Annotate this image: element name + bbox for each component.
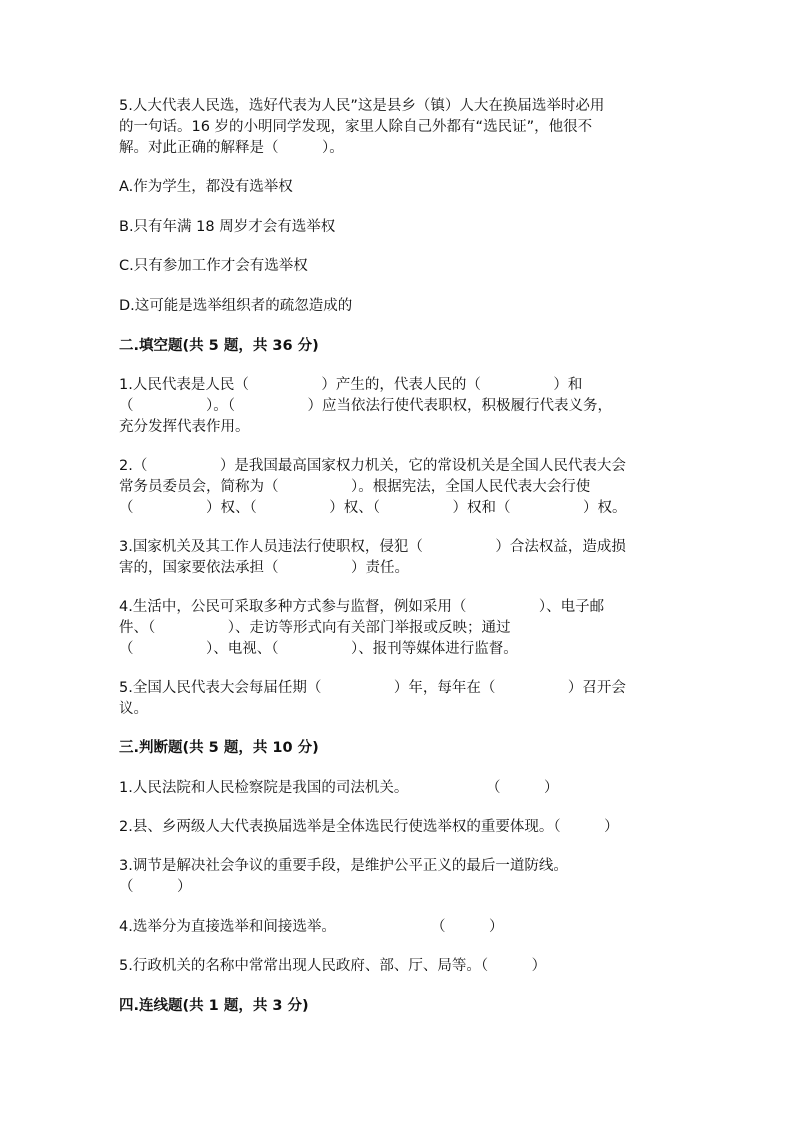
s3-q1: 1.人民法院和人民检察院是我国的司法机关。 [119,780,409,796]
s3-q2: 2.县、乡两级人大代表换届选举是全体选民行使选举权的重要体现。（ ） [119,819,619,835]
s2-q1-line-1: 1.人民代表是人民（ ）产生的，代表人民的（ ）和 [119,377,583,393]
q5-stem-line-2: 的一句话。16 岁的小明同学发现，家里人除自己外都有“选民证”，他很不 [119,119,593,135]
s2-q1-line-2: （ ）。（ ）应当依法行使代表职权，积极履行代表义务， [119,398,612,414]
section-4-title: 四.连线题(共 1 题，共 3 分) [119,998,309,1014]
section-2-title: 二.填空题(共 5 题，共 36 分) [119,338,319,354]
s3-q3-blank: （ ） [119,879,192,895]
s2-q3-line-1: 3.国家机关及其工作人员违法行使职权，侵犯（ ）合法权益，造成损 [119,539,626,555]
s2-q3-line-2: 害的，国家要依法承担（ ）责任。 [119,560,409,576]
s3-q4-blank: （ ） [431,919,504,935]
s2-q2-line-3: （ ）权、（ ）权、（ ）权和（ ）权。 [119,500,627,516]
s2-q5-line-1: 5.全国人民代表大会每届任期（ ）年，每年在（ ）召开会 [119,680,626,696]
s2-q2-line-1: 2.（ ）是我国最高国家权力机关，它的常设机关是全国人民代表大会 [119,458,626,474]
s2-q4-line-3: （ ）、电视、（ ）、报刊等媒体进行监督。 [119,641,518,657]
s2-q2-line-2: 常务员委员会，简称为（ ）。根据宪法，全国人民代表大会行使 [119,479,591,495]
s3-q3-line-1: 3.调节是解决社会争议的重要手段，是维护公平正义的最后一道防线。 [119,858,568,874]
s3-q5: 5.行政机关的名称中常常出现人民政府、部、厅、局等。（ ） [119,958,547,974]
q5-option-d: D.这可能是选举组织者的疏忽造成的 [119,298,353,314]
q5-stem-line-3: 解。对此正确的解释是（ ）。 [119,140,344,156]
q5-option-a: A.作为学生，都没有选举权 [119,179,293,195]
s3-q4: 4.选举分为直接选举和间接选举。 [119,919,336,935]
s2-q5-line-2: 议。 [119,701,148,717]
q5-option-b: B.只有年满 18 周岁才会有选举权 [119,219,336,235]
s3-q1-blank: （ ） [486,780,559,796]
s2-q1-line-3: 充分发挥代表作用。 [119,419,250,435]
section-3-title: 三.判断题(共 5 题，共 10 分) [119,740,319,756]
q5-option-c: C.只有参加工作才会有选举权 [119,258,308,274]
s2-q4-line-1: 4.生活中，公民可采取多种方式参与监督，例如采用（ ）、电子邮 [119,599,605,615]
q5-stem-line-1: 5.人大代表人民选，选好代表为人民”这是县乡（镇）人大在换届选举时必用 [119,98,605,114]
s2-q4-line-2: 件、（ ）、走访等形式向有关部门举报或反映；通过 [119,620,511,636]
